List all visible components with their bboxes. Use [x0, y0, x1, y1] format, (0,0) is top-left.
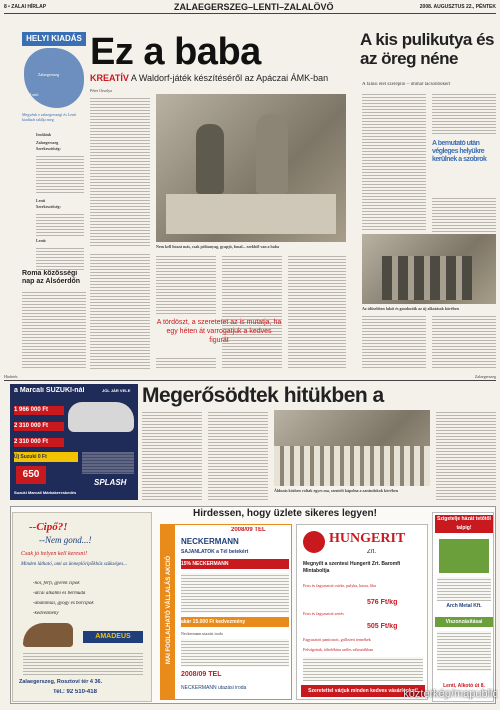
suzuki-price-1: 1 966 000 Ft — [14, 406, 64, 415]
band-rule — [4, 380, 496, 381]
second-col-1 — [142, 410, 202, 502]
right-ad-text — [437, 577, 491, 601]
neck-detail: Neckermann utazási iroda — [181, 631, 223, 636]
map-label-lenti: Lenti — [30, 92, 39, 97]
sidebar-news-text-cont — [22, 332, 86, 368]
suzuki-price-2: 2 310 000 Ft — [14, 422, 64, 431]
hungerit-item-3: Fagyasztott panírozott, grillezett termékek — [303, 637, 371, 642]
lead-pullquote: A tördöszt, a szeretetet az is mutatja, ha egy héten át varrogatjuk a kedves figurát — [156, 319, 282, 344]
cipo-item-1: -női, férfi, gyerek cipők — [33, 581, 80, 586]
right-title: A kis pulikutya és az öreg néne — [360, 30, 494, 68]
hungerit-suffix: Zrt. — [367, 549, 376, 555]
suzuki-sub-price: 650 — [16, 466, 46, 484]
sidebar-map — [24, 48, 84, 108]
cipo-item-2: -utcai alkalmi és bermuda — [33, 591, 86, 596]
neck-vertical — [161, 525, 175, 700]
suzuki-title: a Marcali SUZUKI-nál — [14, 387, 85, 394]
contact-heading: Irodáink — [36, 132, 52, 137]
watermark: közterkép/mapublic — [403, 688, 498, 700]
suzuki-price-3: 2 310 000 Ft — [14, 438, 64, 447]
second-col-3 — [436, 410, 496, 502]
sidebar-caption: Megyénk e zalaegerszegi és Lenti kiadását találja meg — [22, 112, 77, 122]
lead-intro-text — [90, 96, 150, 246]
hungerit-intro: Megnyílt a szentesi Hungerit Zrt. Baromfi Mintaboltja — [303, 561, 401, 574]
right-ad-lower-title: Viszonzásításai — [435, 617, 493, 627]
right-col-2 — [432, 92, 496, 136]
right-col-2b — [432, 196, 496, 232]
contact-text-2 — [36, 212, 84, 236]
lead-photo-caption: Nem kell hozzá más, csak pólóanyag, gyapjú, fonal... ezekből van a baba — [156, 244, 280, 249]
neck-tagline: NECKERMANN utazási iroda — [181, 685, 247, 691]
right-photo — [362, 234, 496, 304]
right-subtitle: A falusi élet szereplői – immár lacsonbőkert — [362, 82, 451, 87]
band-right-label: Zalaegerszeg — [474, 374, 496, 379]
suzuki-footer: Suzuki Marcali Márkakereskedés — [14, 490, 77, 495]
hungerit-brand: HUNGERIT — [329, 531, 406, 546]
sidebar-title: HELYI KIADÁS — [22, 32, 86, 46]
photo-figure-2 — [256, 114, 288, 194]
cipo-line3: Csak jó helyen kell keresni! — [21, 551, 88, 557]
cipo-item-3: -anatómiai, gyógy és bőrcipők — [33, 601, 94, 606]
page-header — [4, 2, 496, 14]
right-ad-title: Szigetelje házát tetőtől talpig! — [435, 515, 493, 533]
lead-col-1 — [90, 252, 150, 370]
second-title: Megerősödtek hitükben a — [142, 384, 384, 407]
right-photo-people — [382, 256, 472, 300]
second-photo-caption: Áldozás közben voltak egyes ma, szentelt kápolna a zarándokok körében — [274, 488, 399, 493]
lead-col-2 — [156, 254, 216, 314]
lead-kicker: KREATÍV — [90, 73, 129, 83]
contact-item-4: Szerkesztőség: — [36, 204, 61, 209]
second-col-2 — [208, 410, 268, 502]
band-left-label: Hirdetés — [4, 374, 18, 379]
cipo-ad — [12, 512, 152, 702]
hungerit-logo-icon — [303, 531, 325, 553]
hungerit-ad — [296, 524, 428, 700]
header-right: 2008. AUGUSZTUS 22., PÉNTEK — [419, 4, 496, 10]
right-ad — [432, 512, 494, 702]
cipo-body: Minden látható, ami az ünneplöcipőkhöz szükséges... — [21, 562, 127, 567]
cipo-brand: AMADEUS — [83, 631, 143, 643]
lead-photo — [156, 94, 346, 242]
ad-banner: Hirdessen, hogy üzlete sikeres legyen! — [193, 508, 377, 519]
right-col-1 — [362, 92, 426, 232]
contact-item-3: Lenti — [36, 198, 46, 203]
header-left: 8 • ZALAI HÍRLAP — [4, 4, 47, 10]
sidebar-news-text-more — [22, 332, 86, 368]
hungerit-item-2: Friss és fagyasztott sertés — [303, 611, 344, 616]
neck-top-date: 2008/09 TEL — [231, 527, 266, 533]
right-col-3 — [362, 314, 426, 370]
contact-text-1 — [36, 154, 84, 194]
cipo-line1: --Cipő?! — [29, 521, 68, 533]
right-ad-lower-text-lines — [437, 631, 491, 671]
neck-company: NECKERMANN — [181, 537, 239, 546]
lead-title: Ez a baba — [90, 31, 261, 73]
contact-item-2: Szerkesztőség: — [36, 146, 61, 151]
right-col-4 — [432, 314, 496, 370]
cipo-shoe-image — [23, 623, 73, 647]
contact-text-3 — [36, 246, 84, 270]
neck-hot: akár 15.000 Ft kedvezmény — [181, 617, 289, 627]
hungerit-price-1: 576 Ft/kg — [367, 599, 398, 606]
lead-col-2b — [156, 356, 216, 370]
cipo-item-4: -kedvezmény — [33, 611, 59, 616]
suzuki-offer-text — [82, 452, 134, 474]
right-ad-house — [439, 539, 489, 573]
cipo-line2: --Nem gond...! — [39, 535, 92, 545]
neck-text — [181, 573, 289, 613]
lead-subhead — [90, 72, 370, 84]
photo-table — [166, 194, 336, 234]
hungerit-text — [303, 657, 423, 681]
photo-figure-1 — [196, 124, 224, 194]
second-photo — [274, 410, 430, 486]
hungerit-footer: Szeretettel várjuk minden kedves vásárlónkat! — [301, 685, 425, 697]
suzuki-offer: Új Suzuki 0 Ft — [14, 452, 78, 462]
suzuki-tag: JÓL JÁR VELE — [102, 388, 131, 393]
right-ad-lower-text: Lenti, Alkotó út 8. — [443, 683, 485, 689]
second-photo-crowd — [274, 446, 430, 486]
map-label-zalaegerszeg: Zalaegerszeg — [38, 72, 60, 77]
neck-line2: 15% NECKERMANN — [181, 559, 289, 569]
hungerit-price-2: 505 Ft/kg — [367, 623, 398, 630]
lead-byline: Péter Orsolya — [90, 88, 112, 93]
neck-vertical-text: MAI FOGLALHATÓ VÁLLALÁS AKCIÓ — [166, 555, 172, 665]
suzuki-ad — [10, 384, 138, 500]
contact-item-1: Zalaegerszeg — [36, 140, 59, 145]
cipo-logos — [23, 651, 143, 675]
sidebar — [22, 32, 86, 332]
suzuki-brand: SPLASH — [94, 478, 127, 487]
sidebar-news-text — [22, 290, 86, 332]
neck-line1: SÁJANLATOK a Tél betekért — [181, 549, 249, 555]
cipo-phone: Tel.: 92 510-418 — [53, 689, 97, 695]
suzuki-car — [68, 402, 134, 432]
lead-subtitle: A Waldorf-játék készítéséről az Apáczai ÁMK-ban — [130, 73, 329, 83]
hungerit-item-4: Felvágottak, töltelékáru széles választékban — [303, 647, 374, 652]
neckermann-ad — [160, 524, 292, 700]
header-center: ZALAEGERSZEG–LENTI–ZALALÖVŐ — [174, 2, 334, 12]
hungerit-item-1: Friss és fagyasztott csirke, pulyka, kacsa, liba — [303, 583, 376, 588]
neck-bottom-date: 2008/09 TÉL — [181, 671, 222, 678]
contact-item-5: Lenti: — [36, 238, 47, 243]
lead-col-4 — [288, 254, 346, 370]
right-photo-caption: Az idősebben lakói és gondozóik az új alkotások körében — [362, 306, 459, 311]
sidebar-news-title: Roma közösségi nap az Alsóerdőn — [22, 270, 81, 285]
right-box-title: A bemutató után végleges helyükre kerülnek a szobrok — [432, 140, 487, 163]
neck-text-2 — [181, 639, 289, 667]
cipo-address: Zalaegerszeg, Rosztovi tér 4 36. — [19, 679, 103, 685]
right-ad-vendor: Arch Metal Kft. — [446, 603, 482, 609]
